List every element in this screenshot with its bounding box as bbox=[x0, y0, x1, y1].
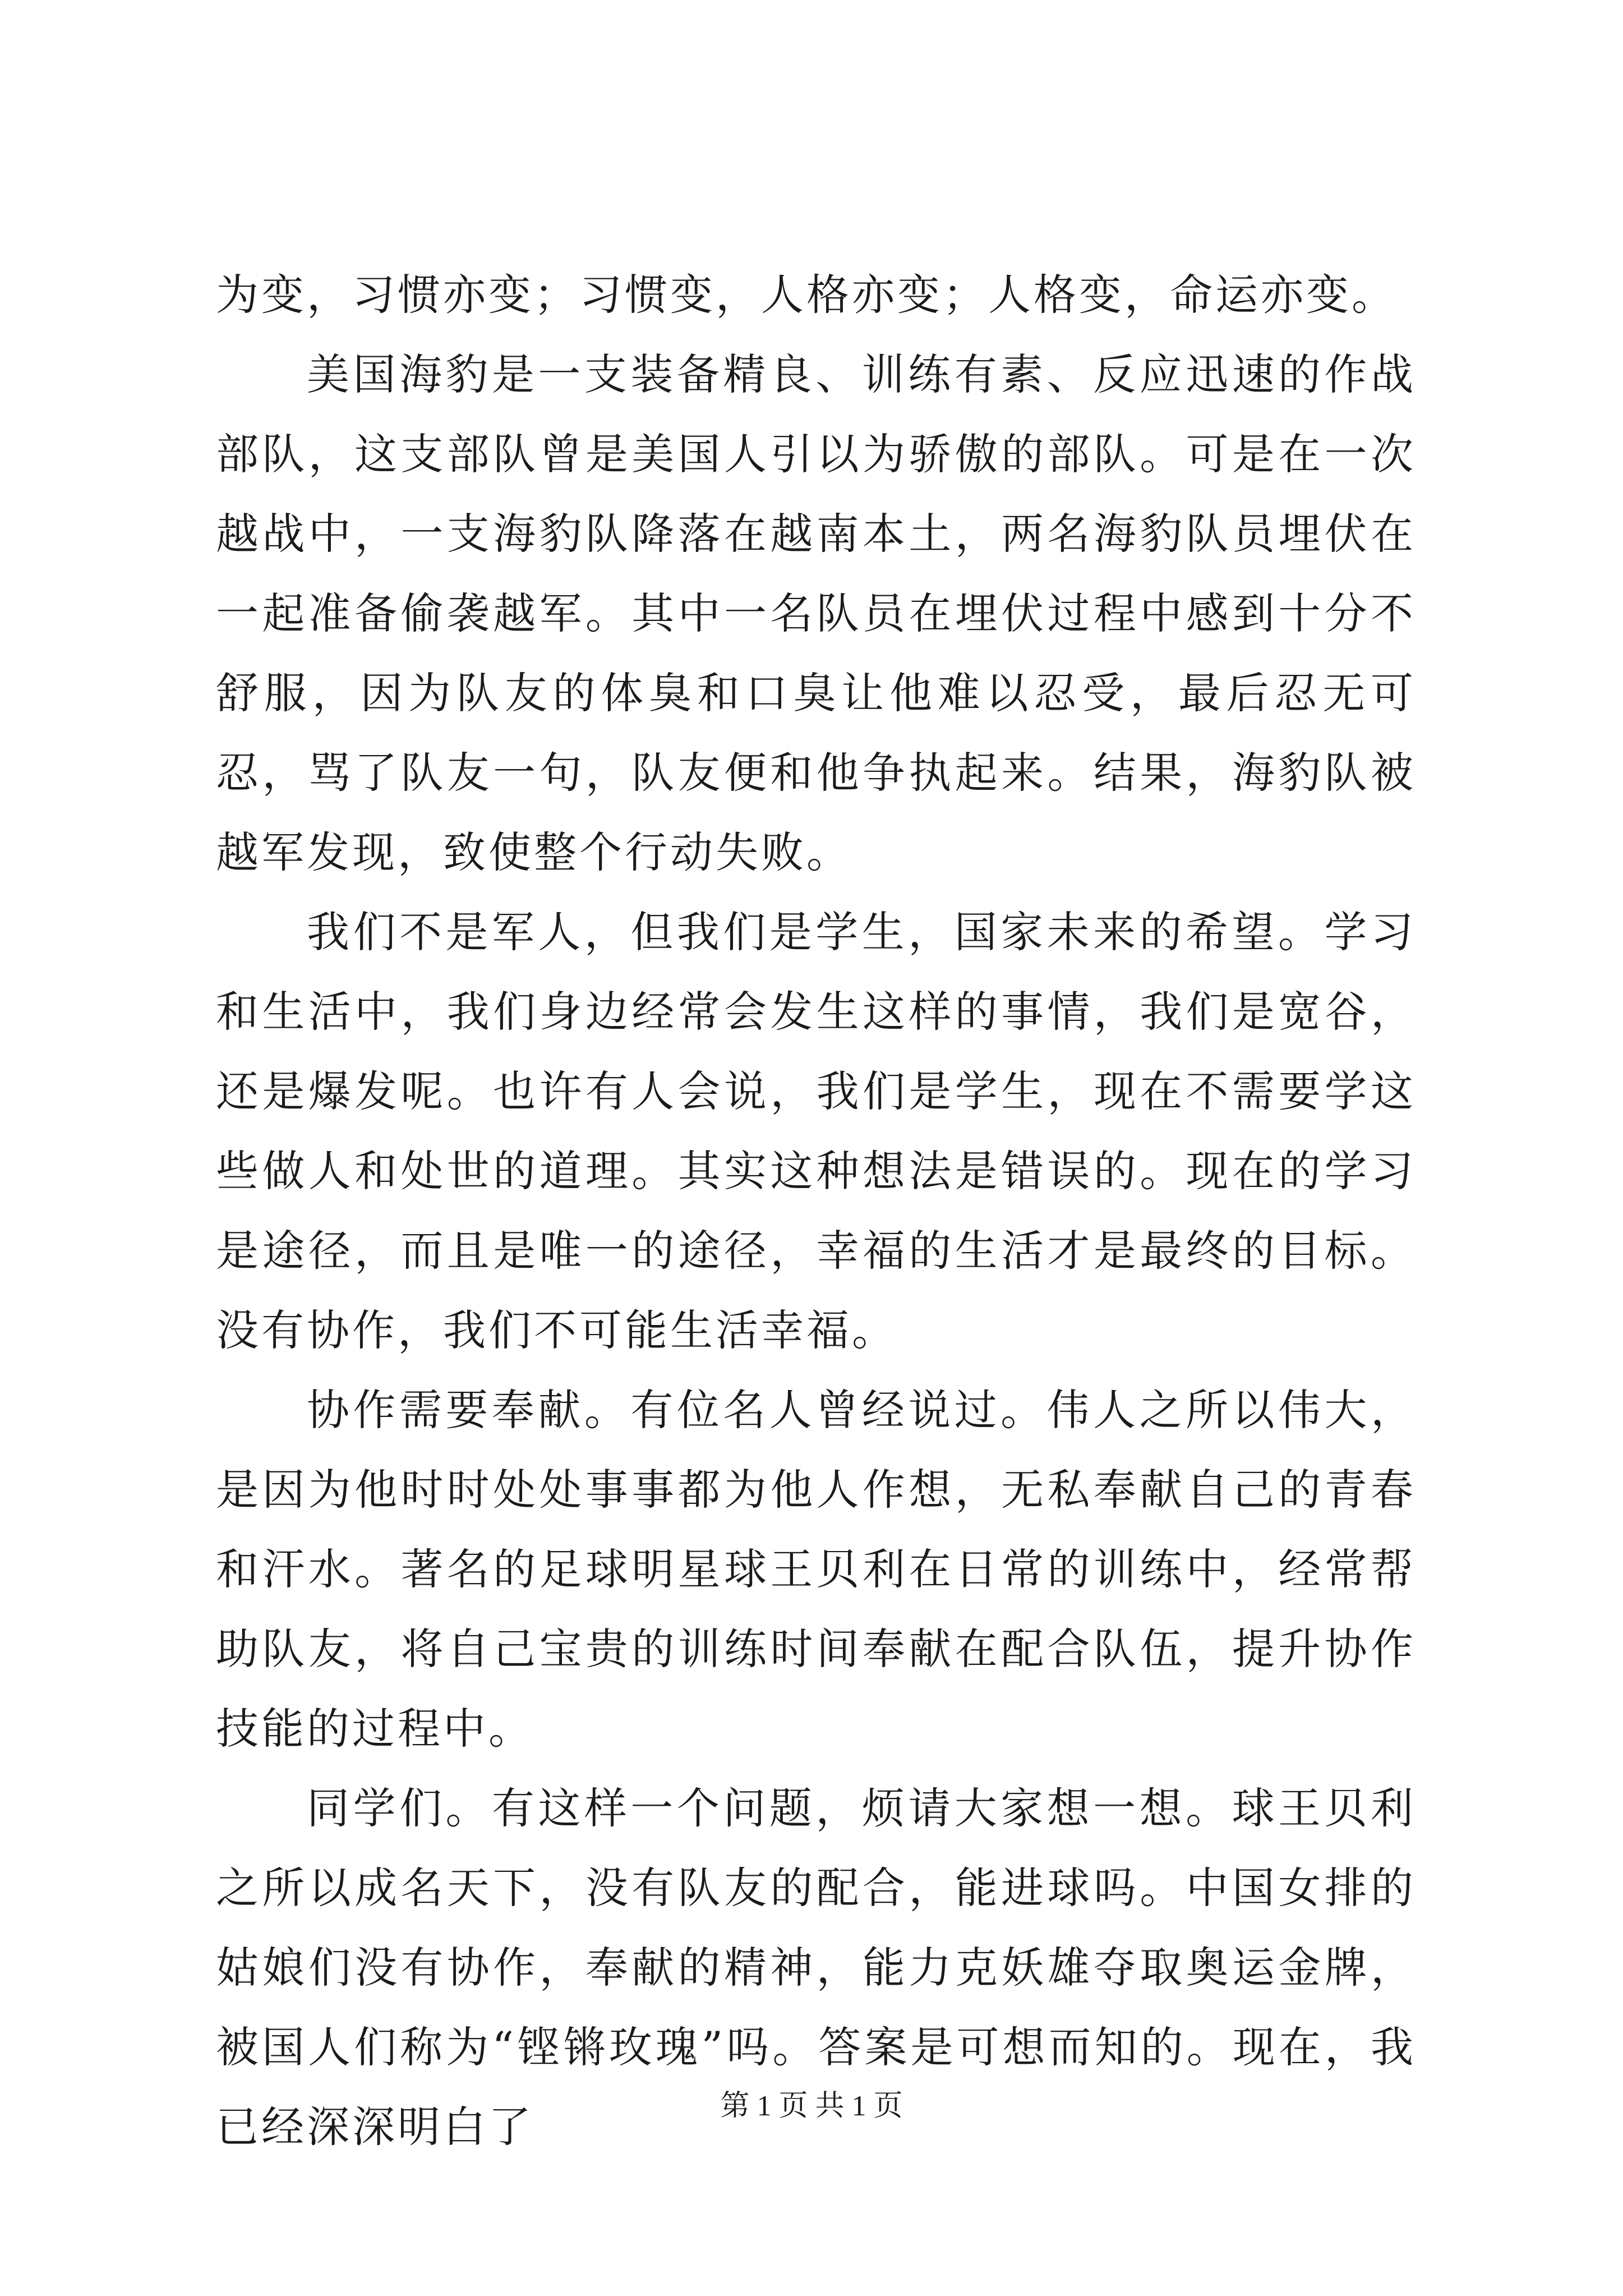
paragraph-5: 同学们。有这样一个问题，烦请大家想一想。球王贝利之所以成名天下，没有队友的配合，能进球吗。中国女排的姑娘们没有协作，奉献的精神，能力克妖雄夺取奥运金牌，被国人们称为“铿锵玫瑰”吗。答案是可想而知的。现在，我已经深深明白了 bbox=[216, 1783, 1416, 2152]
page-footer: 第 1 页 共 1 页 bbox=[720, 2090, 903, 2122]
paragraph-1: 为变，习惯亦变；习惯变，人格亦变；人格变，命运亦变。 bbox=[216, 270, 1397, 320]
paragraph-3: 我们不是军人，但我们是学生，国家未来的希望。学习和生活中，我们身边经常会发生这样的事情，我们是宽谷，还是爆发呢。也许有人会说，我们是学生，现在不需要学这些做人和处世的道理。其实这种想法是错误的。现在的学习是途径，而且是唯一的途径，幸福的生活才是最终的目标。没有协作，我们不可能生活幸福。 bbox=[216, 907, 1416, 1355]
document-body bbox=[216, 255, 1416, 2167]
paragraph-4: 协作需要奉献。有位名人曾经说过。伟人之所以伟大，是因为他时时处处事事都为他人作想，无私奉献自己的青春和汗水。著名的足球明星球王贝利在日常的训练中，经常帮助队友，将自己宝贵的训练时间奉献在配合队伍，提升协作技能的过程中。 bbox=[216, 1385, 1416, 1754]
paragraph-2: 美国海豹是一支装备精良、训练有素、反应迅速的作战部队，这支部队曾是美国人引以为骄傲的部队。可是在一次越战中，一支海豹队降落在越南本土，两名海豹队员埋伏在一起准备偷袭越军。其中一名队员在埋伏过程中感到十分不舒服，因为队友的体臭和口臭让他难以忍受，最后忍无可忍，骂了队友一句，队友便和他争执起来。结果，海豹队被越军发现，致使整个行动失败。 bbox=[216, 349, 1416, 877]
